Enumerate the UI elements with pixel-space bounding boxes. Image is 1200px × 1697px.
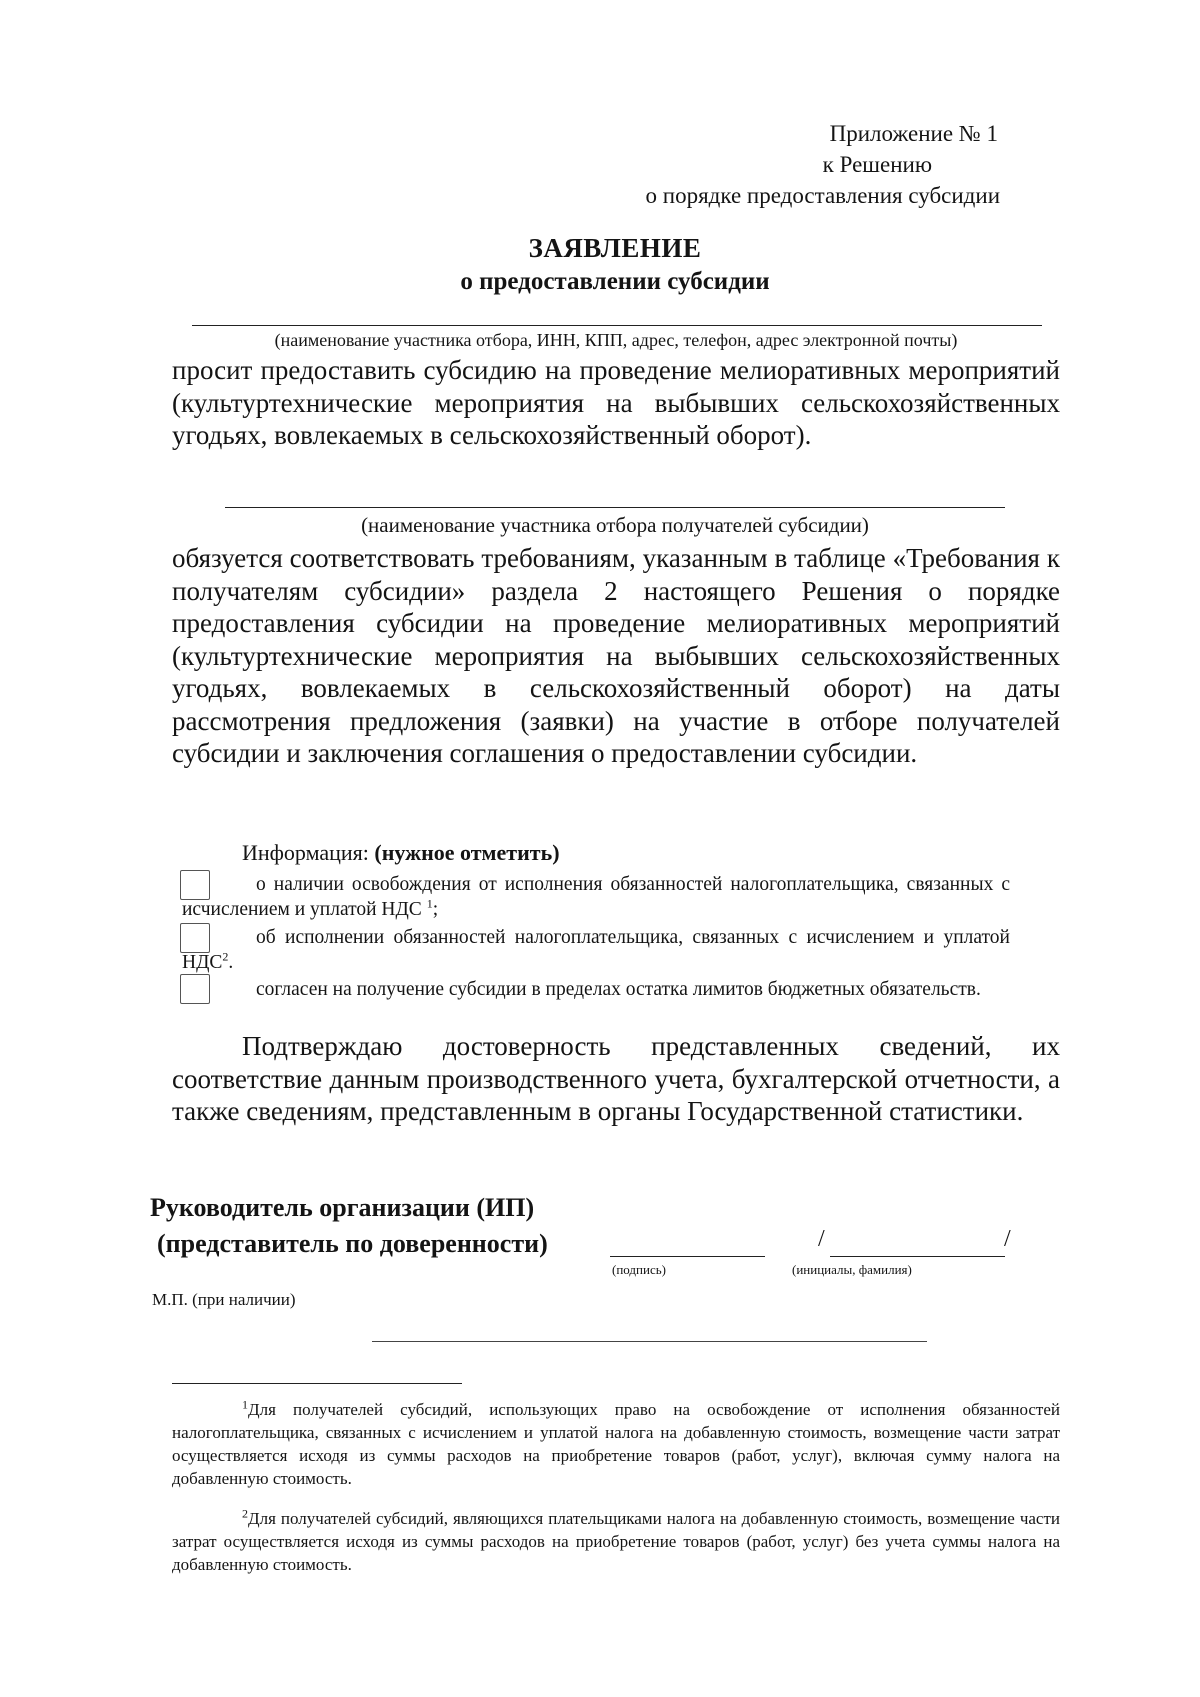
- appendix-decision: к Решению: [822, 152, 932, 177]
- separator-line: [372, 1341, 927, 1342]
- recipient-caption: (наименование участника отбора получателей субсидии): [361, 513, 869, 537]
- option-1-footnote-ref[interactable]: 1: [426, 896, 433, 911]
- info-heading: [242, 840, 560, 866]
- confirmation-paragraph: Подтверждаю достоверность представленных сведений, их соответствие данным производственного учета, бухгалтерской отчетности, а также сведениям, представленным в органы Государственной статистики.: [172, 1031, 1060, 1126]
- option-vat-payer: [182, 925, 1010, 975]
- footnote-1: [172, 1398, 1060, 1490]
- name-line[interactable]: [830, 1256, 1005, 1257]
- option-1-tail: ;: [432, 899, 439, 920]
- option-3-text: согласен на получение субсидии в пределах остатка лимитов бюджетных обязательств.: [256, 979, 981, 1000]
- footnote-separator: [172, 1383, 462, 1384]
- obligation-paragraph: обязуется соответствовать требованиям, указанным в таблице «Требования к получателям субсидии» раздела 2 настоящего Решения о порядке предоставления субсидии на проведение мелиоративных мероприятий (культуртехнические мероприятия на выбывших сельскохозяйственных угодьях, вовлекаемых в сельскохозяйственный оборот) на даты рассмотрения предложения (заявки) на участие в отборе получателей субсидии и заключения соглашения о предоставлении субсидии.: [172, 543, 1060, 768]
- name-slash-right: /: [1004, 1226, 1011, 1252]
- stamp-place: М.П. (при наличии): [152, 1290, 296, 1309]
- signature-caption: (подпись): [612, 1262, 666, 1277]
- option-2-footnote-ref[interactable]: 2: [222, 949, 229, 964]
- signature-line[interactable]: [610, 1256, 765, 1257]
- info-hint: (нужное отметить): [374, 840, 560, 865]
- name-slash-left: /: [818, 1226, 825, 1252]
- appendix-subject: о порядке предоставления субсидии: [645, 183, 1000, 208]
- recipient-fill-line[interactable]: [225, 507, 1005, 508]
- appendix-number: Приложение № 1: [829, 121, 998, 146]
- signer-representative: (представитель по доверенности): [157, 1229, 548, 1258]
- option-vat-exemption: [182, 872, 1010, 922]
- info-label: Информация:: [242, 840, 375, 865]
- request-paragraph: просит предоставить субсидию на проведение мелиоративных мероприятий (культуртехнические мероприятия на выбывших сельскохозяйственных угодьях, вовлекаемых в сельскохозяйственный оборот).: [172, 355, 1060, 450]
- option-1-text: о наличии освобождения от исполнения обязанностей налогоплательщика, связанных с исчислением и уплатой НДС: [182, 874, 1010, 920]
- option-2-tail: .: [228, 952, 234, 973]
- document-subtitle: о предоставлении субсидии: [460, 268, 770, 295]
- footnote-2-number: 2: [242, 1506, 248, 1521]
- document-title: ЗАЯВЛЕНИЕ: [528, 233, 702, 263]
- participant-caption: (наименование участника отбора, ИНН, КПП, адрес, телефон, адрес электронной почты): [274, 330, 958, 350]
- footnote-2-text: Для получателей субсидий, являющихся плательщиками налога на добавленную стоимость, возмещение части затрат осуществляется исходя из суммы расходов на приобретение товаров (работ, услуг) без учета суммы налога на добавленную стоимость.: [172, 1509, 1060, 1574]
- signer-title: Руководитель организации (ИП): [150, 1193, 535, 1222]
- option-budget-limit: [182, 977, 1010, 1002]
- footnote-1-number: 1: [242, 1397, 248, 1412]
- footnote-2: [172, 1507, 1060, 1576]
- footnote-1-text: Для получателей субсидий, использующих право на освобождение от исполнения обязанностей налогоплательщика, связанных с исчислением и уплатой налога на добавленную стоимость, возмещение части затрат осуществляется исходя из суммы расходов на приобретение товаров (работ, услуг), включая сумму налога на добавленную стоимость.: [172, 1400, 1060, 1488]
- name-caption: (инициалы, фамилия): [792, 1262, 912, 1277]
- appendix-block: [580, 118, 1000, 211]
- option-2-text: об исполнении обязанностей налогоплательщика, связанных с исчислением и уплатой НДС: [182, 927, 1010, 973]
- participant-fill-line[interactable]: [192, 325, 1042, 326]
